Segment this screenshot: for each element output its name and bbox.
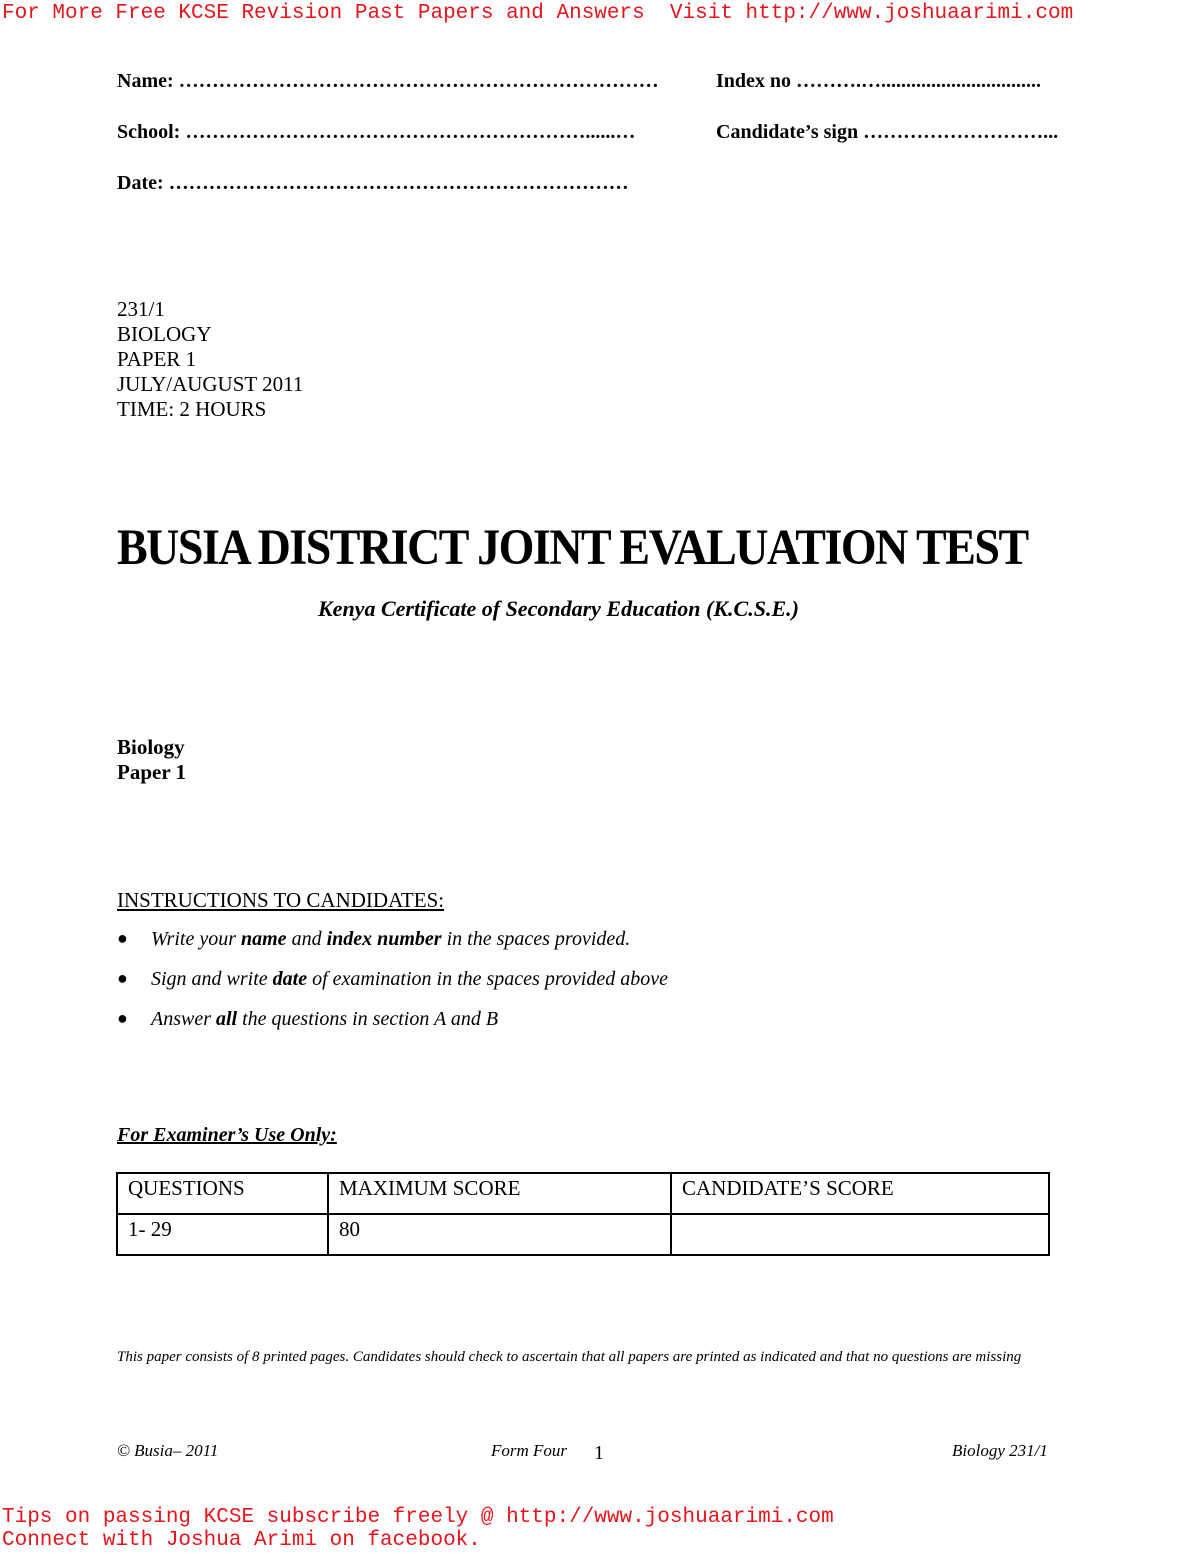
footer-form: Form Four <box>491 1441 568 1460</box>
paper-number: PAPER 1 <box>117 347 197 371</box>
instruction-item: Write your name and index number in the spaces provided. <box>151 928 631 950</box>
paper-code: 231/1 <box>117 297 165 321</box>
bottom-banner-tips: Tips on passing KCSE subscribe freely @ http://www.joshuaarimi.com <box>2 1506 834 1529</box>
bullet-icon: ● <box>117 1008 128 1028</box>
name-field: Name: ……………………………………………………………… <box>117 70 659 92</box>
page-number: 1 <box>594 1442 604 1464</box>
paper-time: TIME: 2 HOURS <box>117 397 267 421</box>
subject-block <box>117 735 186 785</box>
table-header-row <box>117 1173 1049 1214</box>
page-count-note: This paper consists of 8 printed pages. Candidates should check to ascertain that all papers are printed as indicated and that no questions are missing <box>117 1349 1022 1365</box>
bullet-icon: ● <box>117 968 128 988</box>
instructions-heading: INSTRUCTIONS TO CANDIDATES: <box>117 888 445 912</box>
header-candidate-score: CANDIDATE’S SCORE <box>671 1173 1049 1214</box>
footer-copyright: © Busia– 2011 <box>117 1441 219 1460</box>
candidate-sign-field: Candidate’s sign ………………………... <box>716 121 1059 143</box>
instruction-item: Answer all the questions in section A and B <box>151 1008 499 1030</box>
header-maximum-score: MAXIMUM SCORE <box>328 1173 671 1214</box>
bottom-banner-facebook: Connect with Joshua Arimi on facebook. <box>2 1529 481 1552</box>
table-row <box>117 1214 1049 1255</box>
school-field: School: ……………………………………………………......… <box>117 121 636 143</box>
bullet-icon: ● <box>117 928 128 948</box>
score-table <box>116 1172 1050 1256</box>
top-banner: For More Free KCSE Revision Past Papers and Answers Visit http://www.joshuaarimi.com <box>2 2 1074 25</box>
cell-questions: 1- 29 <box>117 1214 328 1255</box>
paper-meta <box>117 297 303 422</box>
index-field: Index no ……….…................................ <box>716 70 1042 92</box>
paper-subject: BIOLOGY <box>117 322 212 346</box>
subject-name: Biology <box>117 735 185 759</box>
footer-subject-code: Biology 231/1 <box>952 1441 1048 1460</box>
subject-paper: Paper 1 <box>117 760 187 784</box>
instruction-item: Sign and write date of examination in the spaces provided above <box>151 968 668 990</box>
date-field: Date: …………………………………………………………… <box>117 172 629 194</box>
examiner-heading: For Examiner’s Use Only: <box>117 1124 337 1146</box>
cell-maximum-score: 80 <box>328 1214 671 1255</box>
cell-candidate-score[interactable] <box>671 1214 1049 1255</box>
header-questions: QUESTIONS <box>117 1173 328 1214</box>
paper-date: JULY/AUGUST 2011 <box>117 372 304 396</box>
page-title: BUSIA DISTRICT JOINT EVALUATION TEST <box>117 519 1028 576</box>
page-subtitle: Kenya Certificate of Secondary Education (K.C.S.E.) <box>318 596 799 621</box>
